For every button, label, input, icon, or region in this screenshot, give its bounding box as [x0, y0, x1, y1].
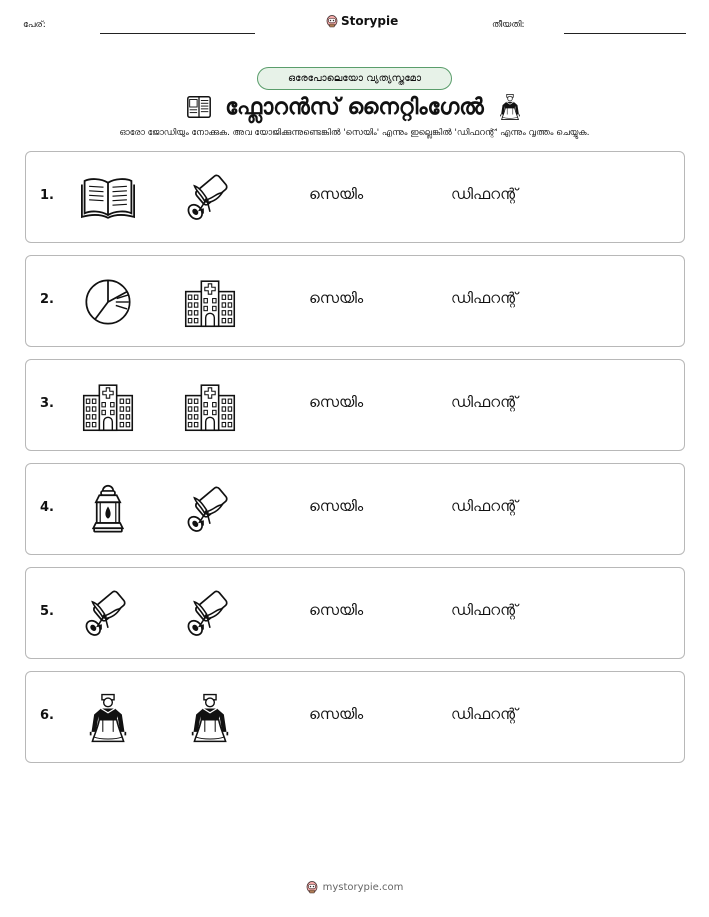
storypie-mascot-icon: [326, 14, 338, 28]
hospital-icon: [183, 380, 237, 432]
scroll-icon: [183, 484, 237, 536]
question-row: [25, 567, 685, 659]
date-label: തീയതി:: [492, 20, 525, 30]
scroll-icon: [183, 588, 237, 640]
question-row: [25, 671, 685, 763]
different-option[interactable]: ഡിഫറന്റ്: [451, 497, 518, 515]
question-row: [25, 151, 685, 243]
brand-text: Storypie: [341, 14, 399, 28]
nurse-icon: [496, 93, 524, 121]
book-icon: [81, 172, 135, 224]
footer-url: mystorypie.com: [322, 881, 404, 893]
storypie-brand: [326, 14, 398, 28]
pie-chart-icon: [81, 276, 135, 328]
different-option[interactable]: ഡിഫറന്റ്: [451, 705, 518, 723]
title-row: [0, 92, 709, 122]
same-option[interactable]: സെയിം: [309, 185, 364, 203]
same-option[interactable]: സെയിം: [309, 497, 364, 515]
page-title: ഫ്ലോറൻസ് നൈറ്റിംഗേൽ: [225, 94, 484, 120]
same-option[interactable]: സെയിം: [309, 601, 364, 619]
hospital-icon: [81, 380, 135, 432]
name-line[interactable]: [100, 33, 255, 34]
question-number: 1.: [40, 188, 54, 203]
question-number: 5.: [40, 604, 54, 619]
footer: [0, 880, 709, 894]
same-option[interactable]: സെയിം: [309, 705, 364, 723]
hospital-icon: [183, 276, 237, 328]
question-row: [25, 359, 685, 451]
storypie-mascot-icon: [306, 880, 318, 894]
same-option[interactable]: സെയിം: [309, 289, 364, 307]
date-line[interactable]: [564, 33, 686, 34]
scroll-icon: [81, 588, 135, 640]
lantern-icon: [81, 484, 135, 536]
question-number: 4.: [40, 500, 54, 515]
nurse-dress-icon: [183, 692, 237, 744]
different-option[interactable]: ഡിഫറന്റ്: [451, 289, 518, 307]
question-number: 2.: [40, 292, 54, 307]
question-row: [25, 255, 685, 347]
name-label: പേര്:: [23, 20, 46, 30]
different-option[interactable]: ഡിഫറന്റ്: [451, 601, 518, 619]
question-number: 3.: [40, 396, 54, 411]
same-option[interactable]: സെയിം: [309, 393, 364, 411]
activity-badge: ഒരേപോലെയോ വ്യത്യസ്തമോ: [257, 67, 452, 90]
question-number: 6.: [40, 708, 54, 723]
different-option[interactable]: ഡിഫറന്റ്: [451, 393, 518, 411]
scroll-icon: [183, 172, 237, 224]
question-row: [25, 463, 685, 555]
different-option[interactable]: ഡിഫറന്റ്: [451, 185, 518, 203]
book-icon: [185, 93, 213, 121]
instructions: ഓരോ ജോഡിയും നോക്കുക. അവ യോജിക്കുന്നുണ്ടെങ്കിൽ 'സെയിം' എന്നും ഇല്ലെങ്കിൽ 'ഡിഫറന്റ്' എന്നും വൃത്തം ചെയ്യുക.: [119, 128, 590, 138]
nurse-dress-icon: [81, 692, 135, 744]
